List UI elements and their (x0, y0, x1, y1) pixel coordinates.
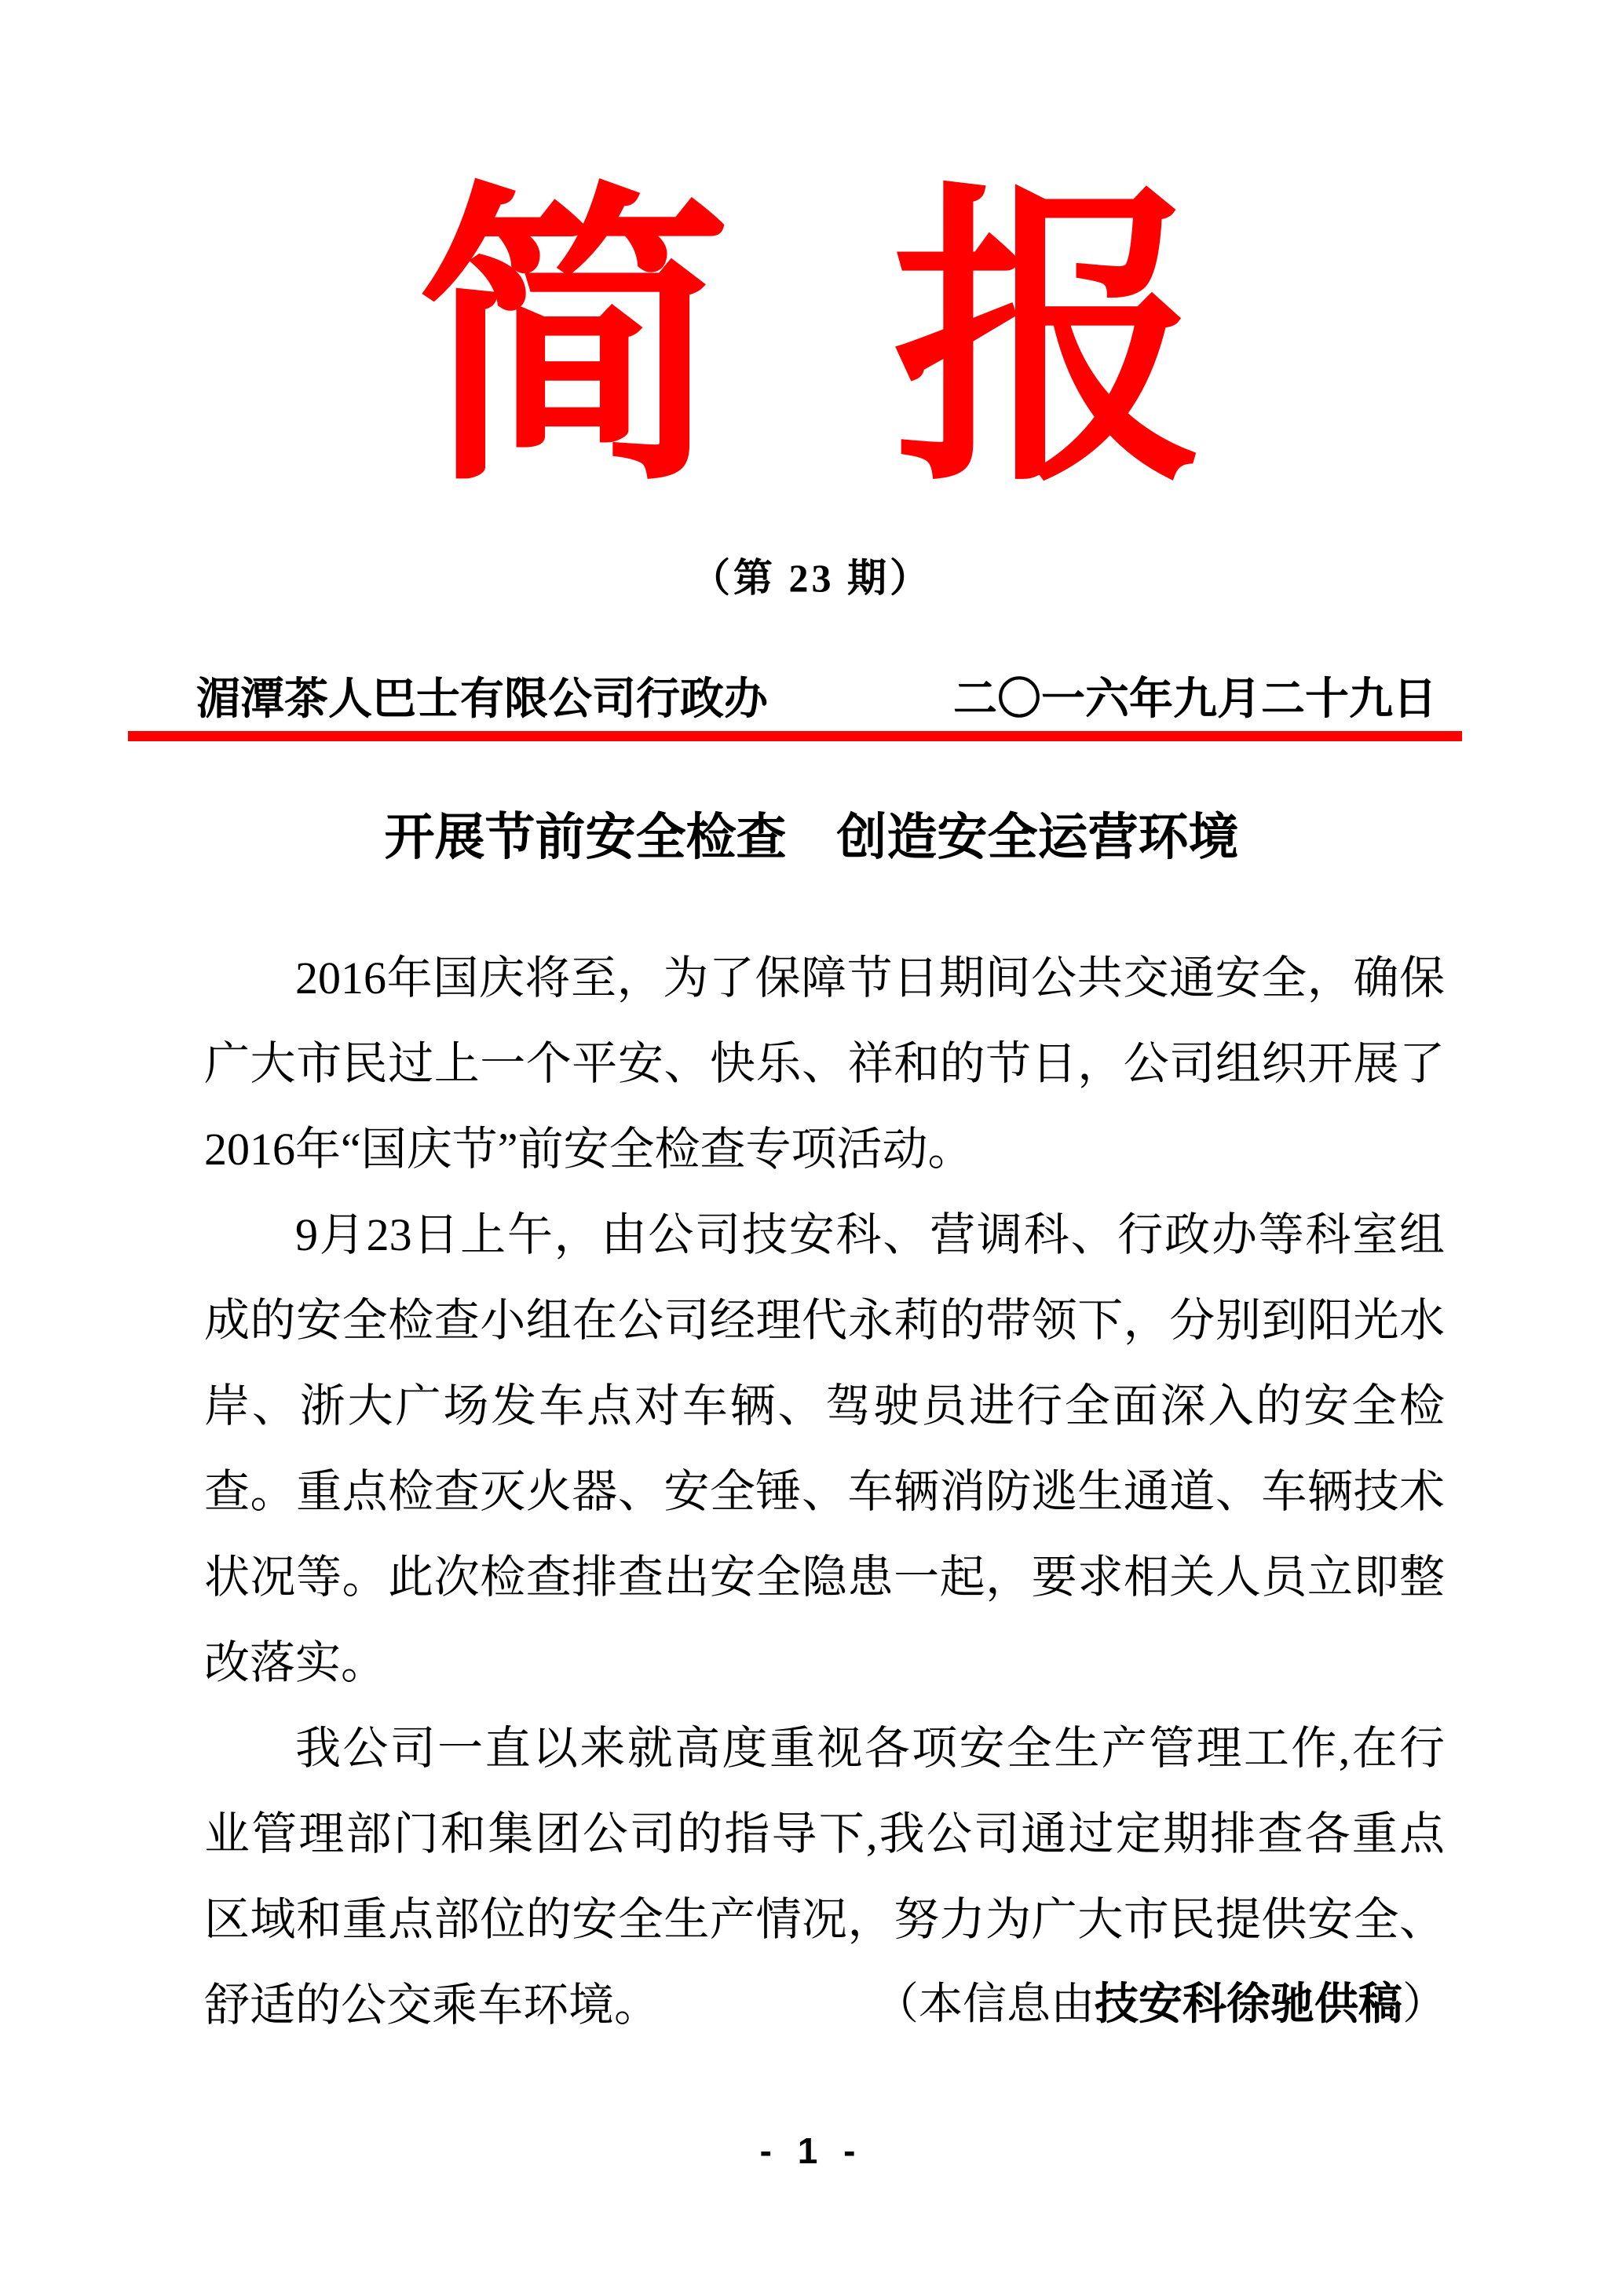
byline-author: 技安科徐驰供稿 (1095, 1980, 1402, 2029)
masthead-title (0, 170, 1623, 517)
issue-number: （第 23 期） (691, 556, 932, 600)
page-number: - 1 - (759, 2130, 864, 2171)
publication-date: 二〇一六年九月二十九日 (953, 675, 1437, 724)
paragraph-3: 我公司一直以来就高度重视各项安全生产管理工作,在行业管理部门和集团公司的指导下,我公司通过定期排查各重点区域和重点部位的安全生产情况，努力为广大市民提供安全、舒适的公交乘车环境。 (204, 1723, 1445, 2031)
byline-suffix: ） (1402, 1980, 1446, 2029)
paragraph-2: 9月23日上午，由公司技安科、营调科、行政办等科室组成的安全检查小组在公司经理代永莉的带领下，分别到阳光水岸、浙大广场发车点对车辆、驾驶员进行全面深入的安全检查。重点检查灭火器、安全锤、车辆消防逃生通道、车辆技术状况等。此次检查排查出安全隐患一起，要求相关人员立即整改落实。 (204, 1209, 1445, 1688)
masthead-char-bao: 报 (892, 170, 1206, 517)
publisher-name: 湄潭茶人巴士有限公司行政办 (196, 675, 768, 724)
paragraph-1: 2016年国庆将至，为了保障节日期间公共交通安全，确保广大市民过上一个平安、快乐、祥和的节日，公司组织开展了2016年“国庆节”前安全检查专项活动。 (204, 952, 1445, 1175)
red-divider-line (128, 731, 1462, 741)
byline (875, 1962, 1446, 2048)
article-body (204, 935, 1445, 2048)
publication-row (196, 674, 1437, 726)
masthead-char-jian: 简 (417, 170, 731, 517)
article-headline: 开展节前安全检查 创造安全运营环境 (384, 809, 1239, 865)
byline-prefix: （本信息由 (875, 1980, 1095, 2029)
